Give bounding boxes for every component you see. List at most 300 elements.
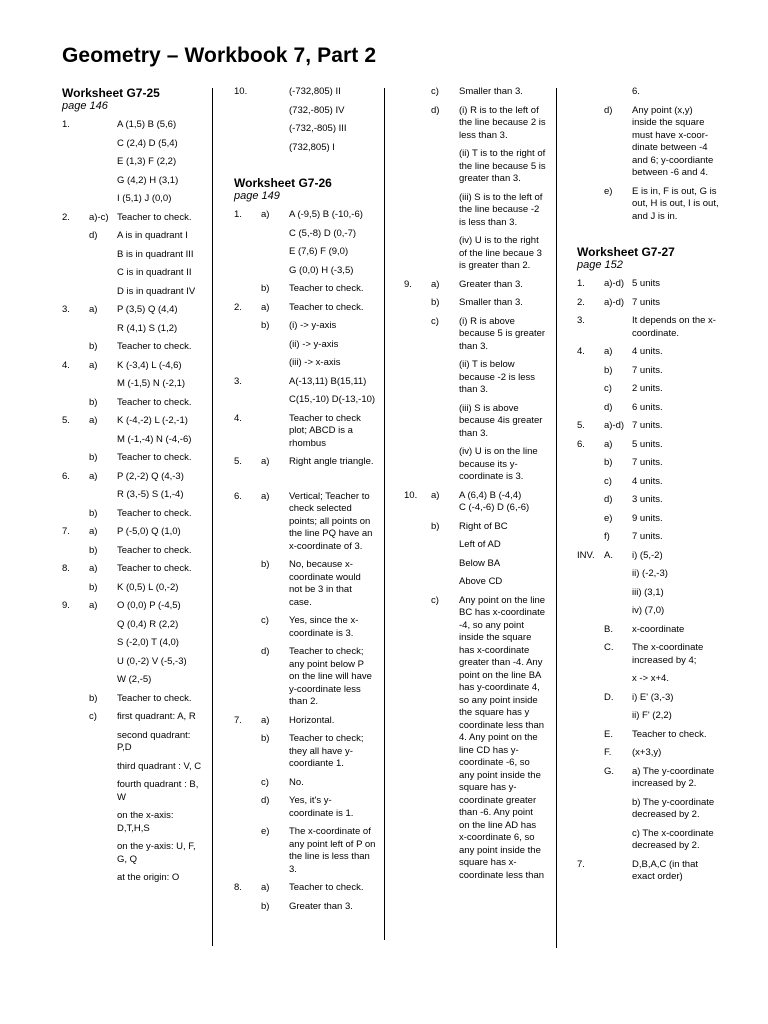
question-number — [62, 637, 89, 650]
sub-part-label — [604, 673, 632, 686]
answer-text: Yes, since the x- coordinate is 3. — [289, 615, 359, 639]
sub-part-label — [604, 587, 632, 600]
answer-row — [234, 105, 382, 124]
answer-row — [234, 265, 382, 284]
answer-row — [62, 341, 208, 360]
question-number: 5. — [62, 415, 70, 426]
answer-row — [234, 283, 382, 302]
question-number — [62, 489, 89, 502]
answer-text: A(-13,11) B(15,11) — [289, 375, 367, 387]
answer-row — [577, 297, 725, 316]
answer-row — [62, 230, 208, 249]
question-number — [404, 316, 431, 354]
answer-column-1 — [62, 86, 208, 891]
answer-row — [234, 882, 382, 901]
answer-text: Teacher to check. — [117, 211, 192, 223]
answer-text: 7 units. — [632, 364, 663, 376]
answer-row — [62, 360, 208, 379]
answer-row — [62, 378, 208, 397]
answer-text: 6 units. — [632, 401, 663, 413]
answer-row — [62, 582, 208, 601]
answer-text: No, because x- coordinate would not be 3 in that case. — [289, 559, 361, 608]
sub-part-label — [261, 413, 289, 451]
question-number — [234, 826, 261, 876]
answer-row — [404, 235, 554, 279]
question-number — [404, 403, 431, 441]
sub-part-label: B. — [604, 623, 613, 635]
sub-part-label: e) — [604, 185, 613, 197]
answer-text: 7 units — [632, 296, 660, 308]
question-number — [62, 341, 89, 354]
answer-row — [577, 494, 725, 513]
answer-text: i) (5,-2) — [632, 549, 663, 561]
answer-text: (i) R is to the left of the line because 2 is less than 3. — [459, 104, 546, 141]
question-number — [62, 841, 89, 866]
answer-text: Smaller than 3. — [459, 297, 523, 308]
question-number: 2. — [577, 296, 585, 308]
answer-row — [62, 249, 208, 268]
answer-row — [62, 711, 208, 730]
sub-part-label: d) — [604, 104, 613, 116]
sub-part-label: b) — [604, 457, 613, 468]
answer-row — [62, 212, 208, 231]
answer-row — [577, 624, 725, 643]
question-number — [234, 105, 261, 118]
question-number: 6. — [62, 470, 70, 482]
sub-part-label: b) — [261, 900, 270, 912]
question-number — [234, 901, 261, 914]
answer-row — [577, 605, 725, 624]
question-number — [577, 642, 604, 667]
answer-text: A (6,4) B (-4,4) C (-4,-6) D (6,-6) — [459, 489, 530, 513]
answer-text: fourth quadrant : B, W — [117, 779, 199, 803]
answer-row — [62, 761, 208, 780]
worksheet-page-ref: page 149 — [234, 190, 280, 202]
answer-text: Teacher to check. — [289, 882, 364, 893]
sub-part-label: c) — [604, 475, 612, 487]
answer-text: R (3,-5) S (1,-4) — [117, 489, 184, 500]
answer-text: (iii) S is to the left of the line because -2 is less than 3. — [459, 191, 543, 228]
question-number — [234, 339, 261, 352]
answer-row — [577, 315, 725, 346]
question-number — [577, 766, 604, 791]
answer-row — [234, 123, 382, 142]
sub-part-label — [431, 148, 459, 186]
sub-part-label — [604, 605, 632, 618]
question-number: 2. — [234, 301, 242, 313]
sub-part-label: d) — [431, 104, 440, 116]
sub-part-label: a) — [261, 490, 270, 502]
answer-text: Q (0,4) R (2,2) — [117, 618, 179, 630]
answer-text: third quadrant : V, C — [117, 760, 202, 772]
question-number — [234, 265, 261, 278]
answer-text: Horizontal. — [289, 714, 335, 726]
answer-row — [577, 828, 725, 859]
question-number — [234, 320, 261, 333]
question-number — [62, 508, 89, 521]
answer-text: Teacher to check. — [117, 507, 192, 519]
answer-row — [234, 615, 382, 646]
sub-part-label — [89, 249, 117, 262]
question-number — [577, 624, 604, 637]
answer-text: c) The x-coordinate decreased by 2. — [632, 827, 714, 851]
answer-text: Teacher to check. — [117, 563, 192, 574]
question-number: 6. — [577, 438, 585, 450]
answer-row — [234, 142, 382, 161]
answer-row — [62, 193, 208, 212]
answer-text: E (1,3) F (2,2) — [117, 156, 177, 167]
answer-text: iii) (3,1) — [632, 586, 664, 598]
answer-text: G (0,0) H (-3,5) — [289, 264, 354, 276]
sub-part-label: c) — [261, 776, 269, 788]
question-number — [404, 235, 431, 273]
worksheet-header — [577, 245, 725, 272]
answer-row — [404, 297, 554, 316]
question-number: 7. — [577, 858, 585, 870]
sub-part-label: a) — [261, 301, 270, 313]
worksheet-page-ref: page 146 — [62, 100, 108, 112]
answer-row — [62, 508, 208, 527]
sub-part-label — [89, 656, 117, 669]
answer-text: M (-1,5) N (-2,1) — [117, 378, 186, 389]
sub-part-label: a) — [89, 359, 98, 371]
answer-text: 5 units — [632, 278, 660, 289]
sub-part-label — [261, 376, 289, 389]
answer-row — [62, 841, 208, 872]
answer-row — [577, 859, 725, 890]
question-number: 2. — [62, 211, 70, 223]
question-number — [577, 476, 604, 489]
sub-part-label: a) — [431, 278, 440, 290]
answer-text: C is in quadrant II — [117, 267, 192, 278]
answer-row — [404, 279, 554, 298]
sub-part-label: b) — [261, 320, 270, 331]
question-number — [577, 383, 604, 396]
answer-row — [577, 439, 725, 458]
sub-part-label — [89, 779, 117, 804]
question-number — [62, 397, 89, 410]
question-number — [62, 545, 89, 558]
answer-row — [62, 397, 208, 416]
sub-part-label: a) — [431, 489, 440, 501]
answer-row — [234, 209, 382, 228]
answer-text: A (-9,5) B (-10,-6) — [289, 209, 363, 220]
answer-text: (ii) T is to the right of the line because 5 is greater than 3. — [459, 148, 546, 184]
sub-part-label — [89, 761, 117, 774]
answer-row — [577, 642, 725, 673]
answer-row — [62, 693, 208, 712]
sub-part-label: c) — [89, 711, 97, 722]
question-number — [234, 733, 261, 771]
sub-part-label: c) — [431, 315, 439, 327]
sub-part-label — [89, 619, 117, 632]
answer-text: Teacher to check; they all have y- coordiante 1. — [289, 733, 364, 769]
answer-text: 7 units. — [632, 531, 663, 542]
question-number — [62, 156, 89, 169]
section-gap — [234, 475, 382, 491]
answer-text: D is in quadrant IV — [117, 285, 196, 297]
sub-part-label: a) — [89, 470, 98, 482]
answer-text: (-732,805) II — [289, 86, 341, 97]
sub-part-label — [89, 286, 117, 299]
answer-row — [234, 246, 382, 265]
answer-text: (iii) S is above because 4is greater than 3. — [459, 402, 543, 439]
question-number — [404, 86, 431, 99]
answer-text: 2 units. — [632, 383, 663, 394]
sub-part-label — [89, 810, 117, 835]
question-number: INV. — [577, 549, 595, 561]
question-number — [62, 872, 89, 885]
answer-text: Vertical; Teacher to check selected points; all points on the line PQ have an x-coordinate of 3. — [289, 490, 373, 552]
question-number — [234, 283, 261, 296]
answer-row — [234, 826, 382, 882]
question-number: 8. — [62, 563, 70, 574]
sub-part-label — [431, 235, 459, 273]
answer-text: O (0,0) P (-4,5) — [117, 600, 181, 611]
answer-text: C (2,4) D (5,4) — [117, 137, 178, 149]
answer-text: The x-coordinate of any point left of P on the line is less than 3. — [289, 826, 376, 875]
answer-text: A (1,5) B (5,6) — [117, 119, 177, 130]
worksheet-page-ref: page 152 — [577, 259, 623, 271]
sub-part-label: a) — [261, 882, 270, 893]
question-number — [62, 267, 89, 280]
question-number — [62, 779, 89, 804]
question-number — [577, 729, 604, 742]
answer-text: P (-5,0) Q (1,0) — [117, 526, 181, 537]
question-number — [577, 457, 604, 470]
answer-text: It depends on the x- coordinate. — [632, 315, 716, 339]
question-number — [577, 402, 604, 415]
question-number — [62, 286, 89, 299]
answer-text: Teacher to check. — [117, 544, 192, 556]
answer-row — [577, 587, 725, 606]
answer-text: W (2,-5) — [117, 674, 152, 685]
sub-part-label — [89, 323, 117, 336]
question-number — [577, 513, 604, 526]
question-number — [62, 193, 89, 206]
answer-text: K (-3,4) L (-4,6) — [117, 359, 182, 371]
question-number — [62, 175, 89, 188]
worksheet-title: Worksheet G7-26 — [234, 176, 332, 190]
question-number: 7. — [62, 526, 70, 537]
question-number: 1. — [577, 278, 585, 289]
answer-text: Teacher to check plot; ABCD is a rhombus — [289, 412, 361, 449]
question-number — [62, 230, 89, 243]
answer-row — [62, 304, 208, 323]
question-number: 3. — [577, 315, 585, 326]
question-number — [577, 568, 604, 581]
answer-row — [404, 316, 554, 360]
sub-part-label — [261, 394, 289, 407]
sub-part-label: E. — [604, 728, 613, 740]
answer-row — [404, 490, 554, 521]
answer-row — [404, 539, 554, 558]
question-number — [234, 228, 261, 241]
sub-part-label: C. — [604, 642, 614, 653]
question-number — [404, 521, 431, 534]
sub-part-label — [431, 446, 459, 484]
question-number: 1. — [234, 209, 242, 220]
answer-row — [62, 286, 208, 305]
sub-part-label — [261, 123, 289, 136]
question-number — [62, 656, 89, 669]
answer-row — [62, 619, 208, 638]
sub-part-label: a) — [89, 600, 98, 611]
question-number — [404, 595, 431, 883]
question-number — [234, 246, 261, 259]
question-number: 5. — [234, 456, 242, 467]
sub-part-label: b) — [261, 559, 270, 570]
sub-part-label: d) — [261, 795, 270, 806]
answer-row — [234, 456, 382, 475]
sub-part-label — [604, 86, 632, 99]
answer-text: E (7,6) F (9,0) — [289, 246, 349, 257]
answer-row — [577, 476, 725, 495]
answer-row — [577, 346, 725, 365]
answer-text: Teacher to check. — [289, 301, 364, 313]
answer-text: 3 units. — [632, 494, 663, 505]
answer-text: Above CD — [459, 576, 503, 587]
answer-row — [234, 715, 382, 734]
column-divider — [556, 88, 557, 948]
answer-row — [404, 148, 554, 192]
answer-text: Teacher to check. — [289, 283, 364, 294]
answer-row — [62, 730, 208, 761]
answer-text: 5 units. — [632, 438, 663, 450]
answer-text: B is in quadrant III — [117, 248, 194, 260]
column-divider — [384, 88, 385, 940]
answer-text: C (5,-8) D (0,-7) — [289, 227, 357, 239]
question-number: 3. — [62, 304, 70, 315]
answer-row — [404, 521, 554, 540]
answer-text: (i) R is above because 5 is greater than 3. — [459, 315, 546, 352]
answer-text: x -> x+4. — [632, 673, 669, 684]
sub-part-label — [261, 228, 289, 241]
sub-part-label: b) — [261, 733, 270, 744]
question-number — [62, 434, 89, 447]
answer-row — [234, 733, 382, 777]
answer-row — [577, 86, 725, 105]
answer-row — [62, 452, 208, 471]
answer-text: E is in, F is out, G is out, H is out, I is out, and J is in. — [632, 185, 719, 222]
question-number — [234, 142, 261, 155]
answer-row — [62, 415, 208, 434]
sub-part-label: b) — [89, 692, 98, 704]
sub-part-label: b) — [89, 452, 98, 463]
answer-row — [577, 568, 725, 587]
answer-text: (ii) -> y-axis — [289, 338, 339, 350]
answer-text: D,B,A,C (in that exact order) — [632, 858, 698, 882]
question-number — [404, 539, 431, 552]
sub-part-label: d) — [604, 401, 613, 413]
answer-text: at the origin: O — [117, 872, 180, 883]
answer-column-4 — [577, 86, 725, 890]
answer-text: (-732,-805) III — [289, 123, 347, 134]
question-number — [62, 810, 89, 835]
answer-row — [404, 595, 554, 889]
question-number — [577, 605, 604, 618]
answer-text: 7 units. — [632, 420, 663, 431]
sub-part-label — [604, 315, 632, 340]
question-number — [577, 86, 604, 99]
sub-part-label — [261, 246, 289, 259]
question-number: 5. — [577, 420, 585, 431]
question-number — [62, 730, 89, 755]
answer-row — [577, 692, 725, 711]
question-number — [577, 747, 604, 760]
question-number — [577, 673, 604, 686]
answer-row — [234, 559, 382, 615]
sub-part-label — [604, 859, 632, 884]
answer-row — [577, 531, 725, 550]
question-number — [577, 531, 604, 544]
answer-row — [404, 446, 554, 490]
sub-part-label — [261, 339, 289, 352]
sub-part-label: a) — [604, 346, 613, 357]
answer-text: ii) (-2,-3) — [632, 568, 668, 579]
answer-row — [577, 420, 725, 439]
answer-text: Teacher to check. — [632, 728, 707, 740]
answer-text: Greater than 3. — [289, 900, 353, 912]
answer-text: Below BA — [459, 557, 501, 569]
answer-row — [234, 795, 382, 826]
sub-part-label: e) — [261, 826, 270, 837]
question-number — [577, 587, 604, 600]
answer-text: K (-4,-2) L (-2,-1) — [117, 415, 188, 426]
answer-row — [62, 138, 208, 157]
answer-row — [577, 766, 725, 797]
question-number — [404, 297, 431, 310]
sub-part-label: D. — [604, 691, 614, 703]
question-number — [62, 378, 89, 391]
answer-row — [62, 779, 208, 810]
sub-part-label: c) — [431, 86, 439, 97]
answer-row — [577, 383, 725, 402]
answer-text: on the x-axis: D,T,H,S — [117, 810, 174, 834]
answer-row — [404, 105, 554, 149]
answer-text: R (4,1) S (1,2) — [117, 322, 178, 334]
question-number: 3. — [234, 375, 242, 387]
answer-text: Right angle triangle. — [289, 456, 374, 467]
answer-text: Teacher to check. — [117, 341, 192, 352]
question-number — [62, 452, 89, 465]
answer-row — [62, 323, 208, 342]
sub-part-label — [604, 710, 632, 723]
question-number — [234, 559, 261, 609]
answer-text: Smaller than 3. — [459, 86, 523, 97]
sub-part-label: a)-d) — [604, 420, 625, 431]
worksheet-header — [62, 86, 208, 113]
sub-part-label — [89, 175, 117, 188]
sub-part-label: b) — [261, 283, 270, 294]
answer-row — [577, 729, 725, 748]
answer-text: a) The y-coordinate increased by 2. — [632, 765, 715, 789]
answer-row — [62, 156, 208, 175]
answer-row — [404, 558, 554, 577]
answer-row — [62, 175, 208, 194]
question-number — [234, 123, 261, 136]
sub-part-label — [431, 576, 459, 589]
answer-row — [62, 489, 208, 508]
worksheet-header — [234, 176, 382, 203]
answer-column-2 — [234, 86, 382, 919]
sub-part-label — [89, 434, 117, 447]
answer-row — [62, 872, 208, 891]
sub-part-label: a) — [89, 415, 98, 426]
sub-part-label: a)-d) — [604, 278, 625, 289]
sub-part-label — [89, 730, 117, 755]
question-number: 6. — [234, 490, 242, 502]
